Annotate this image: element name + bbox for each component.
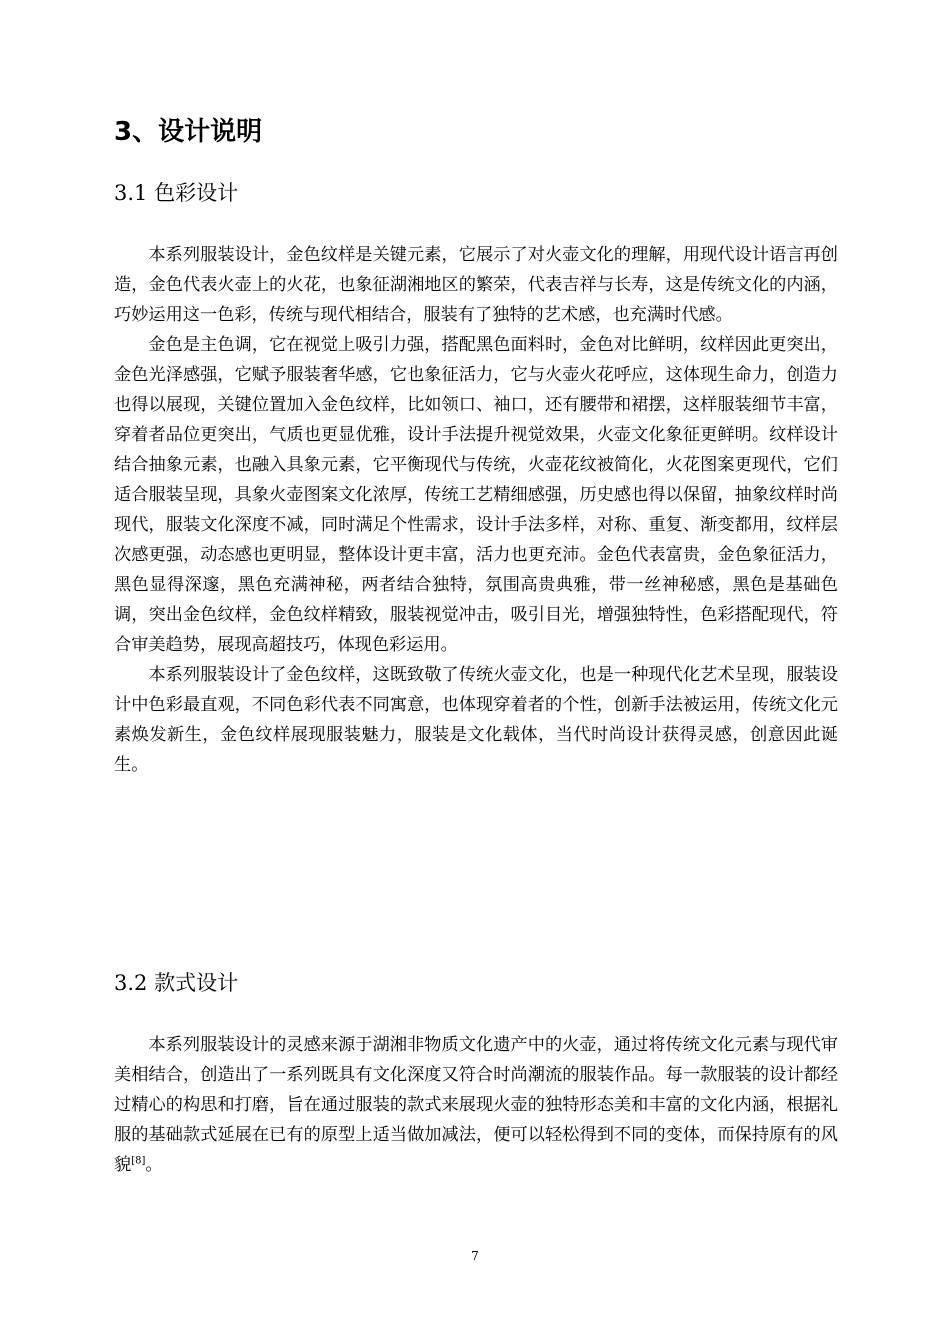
paragraph-text: 本系列服装设计的灵感来源于湖湘非物质文化遗产中的火壶，通过将传统文化元素与现代审美相结合，创造出了一系列既具有文化深度又符合时尚潮流的服装作品。每一款服装的设计都经过精心的构思和打磨，旨在通过服装的款式来展现火壶的独特形态美和丰富的文化内涵，根据礼服的基础款式延展在已有的原型上适当做加减法，便可以轻松得到不同的变体，而保持原有的风貌 [114,1035,838,1175]
paragraph: 本系列服装设计了金色纹样，这既致敬了传统火壶文化，也是一种现代化艺术呈现，服装设计中色彩最直观，不同色彩代表不同寓意，也体现穿着者的个性，创新手法被运用，传统文化元素焕发新生，金色纹样展现服装魅力，服装是文化载体，当代时尚设计获得灵感，创意因此诞生。 [114,665,838,775]
style-design-body [114,1030,838,1180]
paragraph [114,1030,838,1180]
paragraph: 本系列服装设计，金色纹样是关键元素，它展示了对火壶文化的理解，用现代设计语言再创造，金色代表火壶上的火花，也象征湖湘地区的繁荣，代表吉祥与长寿，这是传统文化的内涵，巧妙运用这一色彩，传统与现代相结合，服装有了独特的艺术感，也充满时代感。 [114,245,838,325]
page-number: 7 [471,1249,479,1263]
subsection-heading-style-design: 3.2 款式设计 [114,971,239,995]
citation-reference[interactable]: [8] [131,1155,146,1167]
paragraph: 金色是主色调，它在视觉上吸引力强，搭配黑色面料时，金色对比鲜明，纹样因此更突出，金色光泽感强，它赋予服装奢华感，它也象征活力，它与火壶火花呼应，这体现生命力，创造力也得以展现，关键位置加入金色纹样，比如领口、袖口，还有腰带和裙摆，这样服装细节丰富，穿着者品位更突出，气质也更显优雅，设计手法提升视觉效果，火壶文化象征更鲜明。纹样设计结合抽象元素，也融入具象元素，它平衡现代与传统，火壶花纹被简化，火花图案更现代，它们适合服装呈现，具象火壶图案文化浓厚，传统工艺精细感强，历史感也得以保留，抽象纹样时尚现代，服装文化深度不减，同时满足个性需求，设计手法多样，对称、重复、渐变都用，纹样层次感更强，动态感也更明显，整体设计更丰富，活力也更充沛。金色代表富贵，金色象征活力，黑色显得深邃，黑色充满神秘，两者结合独特，氛围高贵典雅，带一丝神秘感，黑色是基础色调，突出金色纹样，金色纹样精致，服装视觉冲击，吸引目光，增强独特性，色彩搭配现代，符合审美趋势，展现高超技巧，体现色彩运用。 [114,335,838,655]
paragraph-end-punctuation: 。 [145,1155,163,1175]
color-design-body [114,240,838,780]
section-title: 3、设计说明 [114,117,263,147]
subsection-heading-color-design: 3.1 色彩设计 [114,181,239,205]
